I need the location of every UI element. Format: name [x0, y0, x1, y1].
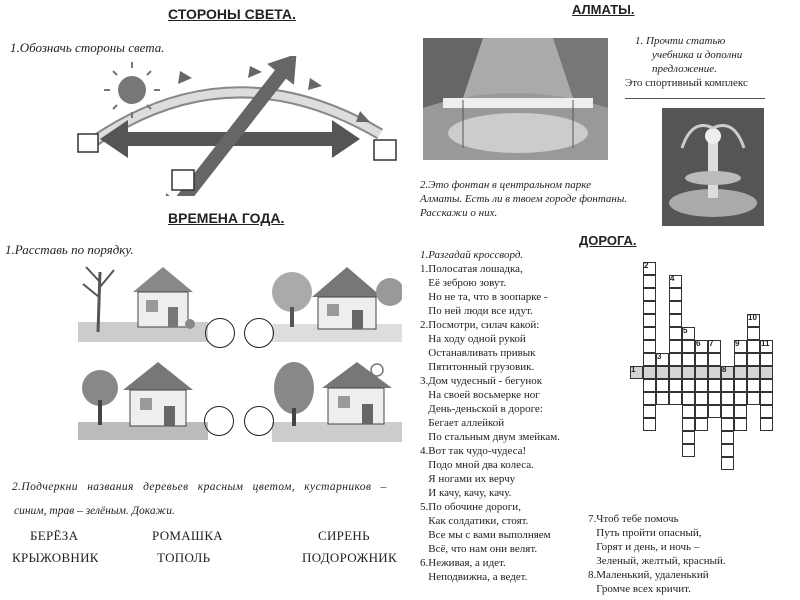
crossword-cell[interactable]	[695, 418, 708, 431]
riddle-line: 6.Неживая, а идет.	[420, 557, 506, 569]
crossword-cell[interactable]	[708, 379, 721, 392]
riddle-line: Бегает аллейкой	[420, 417, 505, 429]
riddle-line: По стальным двум змейкам.	[420, 431, 560, 443]
crossword-cell[interactable]	[721, 418, 734, 431]
almaty-title: АЛМАТЫ.	[572, 2, 635, 17]
riddle-line: 7.Чтоб тебе помочь	[588, 513, 679, 525]
crossword-cell[interactable]	[721, 431, 734, 444]
riddle-line: Как солдатики, стоят.	[420, 515, 529, 527]
crossword-number: 4	[670, 274, 675, 283]
crossword-cell[interactable]	[747, 327, 760, 340]
order-circle-3[interactable]	[204, 406, 234, 436]
plant-word[interactable]: РОМАШКА	[152, 528, 223, 543]
crossword-cell[interactable]	[682, 340, 695, 353]
riddle-line: 4.Вот так чудо-чудеса!	[420, 445, 527, 457]
crossword-cell[interactable]	[747, 379, 760, 392]
crossword-cell[interactable]	[760, 392, 773, 405]
crossword-cell[interactable]	[643, 366, 656, 379]
season-picture-spring	[78, 262, 208, 347]
task-fountain-b: Алматы. Есть ли в твоем городе фонтаны.	[420, 193, 628, 205]
plant-word[interactable]: СИРЕНЬ	[318, 528, 370, 543]
riddle-line: Я ногами их верчу	[420, 473, 516, 485]
crossword-cell[interactable]	[682, 405, 695, 418]
crossword-number: 10	[748, 313, 757, 322]
crossword-cell[interactable]	[643, 392, 656, 405]
task-fountain-c: Расскажи о них.	[420, 207, 498, 219]
riddle-line: Все мы с вами выполняем	[420, 529, 551, 541]
crossword-cell[interactable]	[747, 340, 760, 353]
road-title: ДОРОГА.	[579, 233, 637, 248]
fountain-photo	[662, 108, 764, 226]
task-seasons: 1.Расставь по порядку.	[5, 242, 134, 257]
crossword-cell[interactable]	[760, 366, 773, 379]
riddle-line: 1.Полосатая лошадка,	[420, 263, 523, 275]
crossword-cell[interactable]	[682, 418, 695, 431]
riddles-column-2	[588, 512, 726, 596]
order-circle-1[interactable]	[205, 318, 235, 348]
crossword-cell[interactable]	[747, 366, 760, 379]
riddle-line: Подо мной два колеса.	[420, 459, 534, 471]
crossword-cell[interactable]	[734, 353, 747, 366]
plant-word[interactable]: КРЫЖОВНИК	[12, 550, 99, 565]
task-directions: 1.Обозначь стороны света.	[10, 40, 165, 55]
crossword-cell[interactable]	[734, 418, 747, 431]
riddle-line: Её зеброю зовут.	[420, 277, 507, 289]
crossword-cell[interactable]	[708, 366, 721, 379]
crossword-cell[interactable]	[695, 392, 708, 405]
season-picture-winter	[272, 262, 402, 347]
east-box	[374, 140, 396, 160]
crossword-number: 8	[722, 365, 727, 374]
crossword-cell[interactable]	[643, 327, 656, 340]
crossword-cell[interactable]	[643, 288, 656, 301]
crossword-cell[interactable]	[669, 340, 682, 353]
crossword-cell[interactable]	[643, 353, 656, 366]
crossword-cell[interactable]	[721, 392, 734, 405]
answer-line[interactable]	[625, 98, 765, 99]
task-fountain-a: 2.Это фонтан в центральном парке	[420, 179, 591, 191]
riddle-line: Но не та, что в зоопарке -	[420, 291, 548, 303]
seasons-title: ВРЕМЕНА ГОДА.	[168, 210, 285, 226]
riddle-line: 8.Маленький, удаленький	[588, 569, 709, 581]
crossword-cell[interactable]	[643, 418, 656, 431]
crossword-cell[interactable]	[734, 392, 747, 405]
riddle-line: День-деньской в дороге:	[420, 403, 543, 415]
crossword-cell[interactable]	[721, 379, 734, 392]
riddle-line: На ходу одной рукой	[420, 333, 526, 345]
crossword-cell[interactable]	[734, 366, 747, 379]
crossword-cell[interactable]	[760, 353, 773, 366]
stadium-photo	[423, 38, 608, 160]
crossword-cell[interactable]	[760, 418, 773, 431]
crossword-number: 9	[735, 339, 740, 348]
compass-diagram	[60, 56, 400, 196]
task-plants: 2.Подчеркни названия деревьев красным цветом, кустарников –	[12, 481, 387, 493]
crossword-cell[interactable]	[721, 405, 734, 418]
crossword-cell[interactable]	[656, 379, 669, 392]
riddle-line: Путь пройти опасный,	[588, 527, 702, 539]
riddle-line: Неподвижна, а ведет.	[420, 571, 528, 583]
crossword-cell[interactable]	[669, 366, 682, 379]
plant-word[interactable]: БЕРЁЗА	[30, 528, 79, 543]
crossword-cell[interactable]	[695, 366, 708, 379]
riddle-line: 2.Посмотри, силач какой:	[420, 319, 540, 331]
crossword-cell[interactable]	[669, 353, 682, 366]
crossword-cell[interactable]	[695, 353, 708, 366]
riddle-line: И качу, качу, качу.	[420, 487, 512, 499]
order-circle-2[interactable]	[244, 318, 274, 348]
riddle-line: Громче всех кричит.	[588, 583, 691, 595]
season-picture-summer	[272, 358, 402, 446]
crossword-cell[interactable]	[669, 314, 682, 327]
crossword-cell[interactable]	[682, 379, 695, 392]
crossword-cell[interactable]	[669, 301, 682, 314]
crossword-cell[interactable]	[682, 353, 695, 366]
riddle-line: Останавливать привык	[420, 347, 536, 359]
riddle-line: 3.Дом чудесный - бегунок	[420, 375, 543, 387]
crossword-cell[interactable]	[643, 379, 656, 392]
west-box	[78, 134, 98, 152]
plant-word[interactable]: ПОДОРОЖНИК	[302, 550, 397, 565]
task-plants-line2: синим, трав – зелёным. Докажи.	[14, 505, 175, 517]
crossword-cell[interactable]	[682, 431, 695, 444]
south-box	[172, 170, 194, 190]
crossword-cell[interactable]	[734, 379, 747, 392]
crossword-cell[interactable]	[656, 366, 669, 379]
task-crossword: 1.Разгадай кроссворд.	[420, 249, 524, 261]
crossword-number: 6	[696, 339, 701, 348]
crossword-cell[interactable]	[760, 379, 773, 392]
riddle-line: По ней люди все идут.	[420, 305, 533, 317]
crossword-number: 7	[709, 339, 714, 348]
crossword-number: 2	[644, 261, 649, 270]
crossword-number: 3	[657, 352, 662, 361]
crossword-cell[interactable]	[721, 444, 734, 457]
riddle-line: Зеленый, желтый, красный.	[588, 555, 726, 567]
plant-word[interactable]: ТОПОЛЬ	[157, 550, 211, 565]
crossword-cell[interactable]	[669, 379, 682, 392]
crossword-cell[interactable]	[643, 340, 656, 353]
crossword-cell[interactable]	[682, 392, 695, 405]
crossword-cell[interactable]	[747, 353, 760, 366]
crossword-grid	[630, 262, 790, 477]
crossword-cell[interactable]	[682, 366, 695, 379]
task-almaty-1c: предложение.	[652, 63, 717, 75]
task-almaty-1a: 1. Прочти статью	[635, 35, 726, 47]
crossword-cell[interactable]	[643, 301, 656, 314]
task-almaty-1d: Это спортивный комплекс	[625, 77, 748, 89]
crossword-cell[interactable]	[669, 288, 682, 301]
crossword-cell[interactable]	[708, 353, 721, 366]
crossword-cell[interactable]	[708, 392, 721, 405]
crossword-cell[interactable]	[643, 314, 656, 327]
riddle-line: На своей восьмерке ног	[420, 389, 540, 401]
crossword-cell[interactable]	[760, 405, 773, 418]
season-picture-autumn	[78, 360, 208, 445]
crossword-number: 11	[761, 339, 770, 348]
crossword-cell[interactable]	[695, 405, 708, 418]
crossword-cell[interactable]	[669, 327, 682, 340]
riddle-line: 5.По обочине дороги,	[420, 501, 521, 513]
crossword-cell[interactable]	[682, 444, 695, 457]
crossword-cell[interactable]	[708, 405, 721, 418]
crossword-cell[interactable]	[747, 392, 760, 405]
order-circle-4[interactable]	[244, 406, 274, 436]
crossword-cell[interactable]	[734, 405, 747, 418]
riddle-line: Всё, что нам они велят.	[420, 543, 538, 555]
riddles-column-1	[420, 262, 560, 584]
crossword-number: 5	[683, 326, 688, 335]
crossword-cell[interactable]	[669, 392, 682, 405]
crossword-cell[interactable]	[656, 392, 669, 405]
riddle-line: Пятитонный грузовик.	[420, 361, 535, 373]
crossword-cell[interactable]	[643, 275, 656, 288]
crossword-cell[interactable]	[695, 379, 708, 392]
crossword-cell[interactable]	[721, 457, 734, 470]
crossword-cell[interactable]	[643, 405, 656, 418]
crossword-number: 1	[631, 365, 636, 374]
riddle-line: Горят и день, и ночь –	[588, 541, 700, 553]
task-almaty-1b: учебника и дополни	[652, 49, 743, 61]
directions-title: СТОРОНЫ СВЕТА.	[168, 6, 296, 22]
